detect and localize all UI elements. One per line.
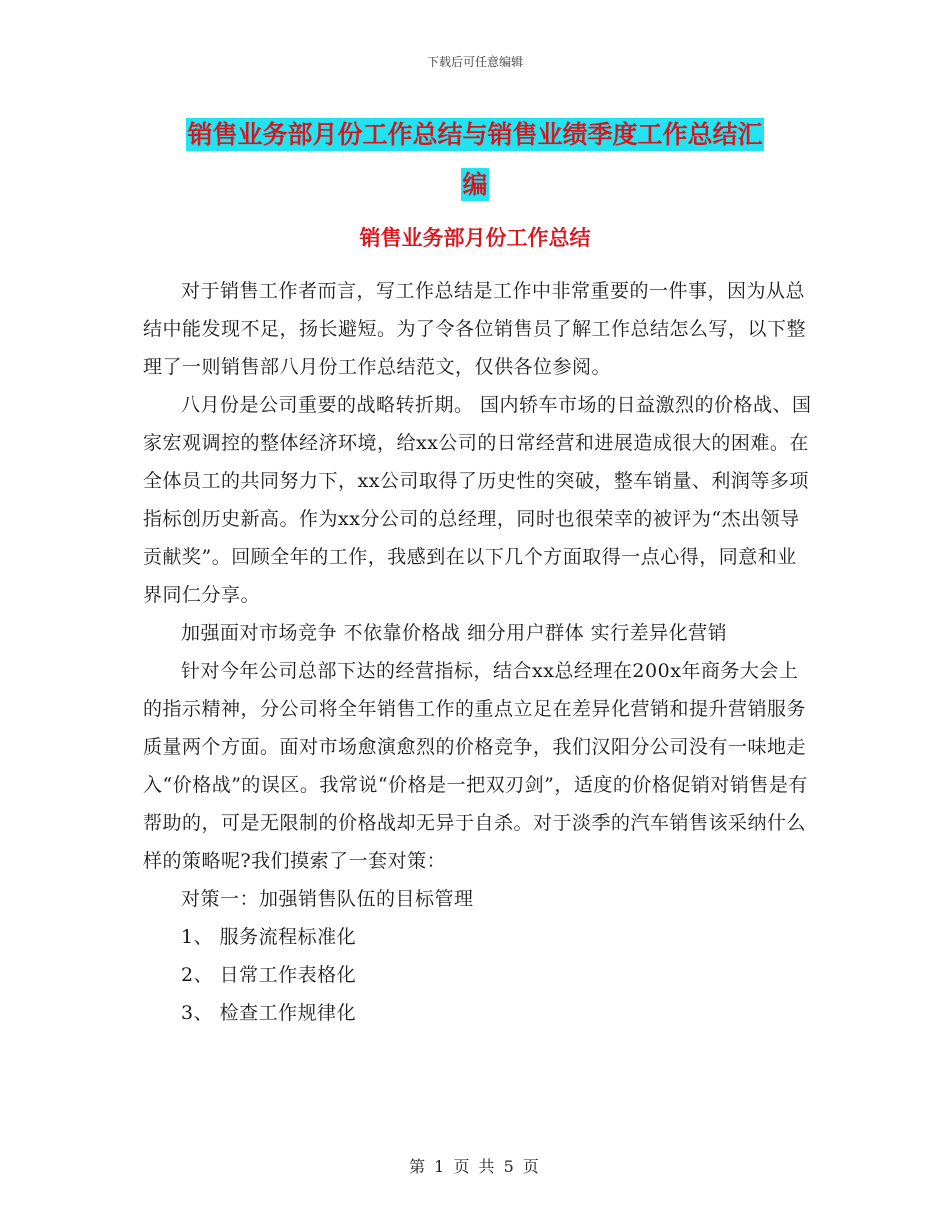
paragraph-measure-one: 对策一：加强销售队伍的目标管理 [181, 888, 474, 910]
paragraph-heading-strategy: 加强面对市场竞争 不依靠价格战 细分用户群体 实行差异化营销 [181, 622, 728, 644]
list-item-3: 3、 检查工作规律化 [181, 1002, 357, 1024]
list-item-2: 2、 日常工作表格化 [181, 964, 357, 986]
paragraph-intro: 对于销售工作者而言，写工作总结是工作中非常重要的一件事，因为从总结中能发现不足，扬长避短。为了令各位销售员了解工作总结怎么写，以下整理了一则销售部八月份工作总结范文，仅供各位参阅。 [143, 280, 807, 378]
section-title: 销售业务部月份工作总结 [359, 226, 591, 250]
paragraph-august: 八月份是公司重要的战略转折期。 国内轿车市场的日益激烈的价格战、国家宏观调控的整体经济环境，给xx公司的日常经营和进展造成很大的困难。在全体员工的共同努力下，xx公司取得了历史性的突破，整车销量、利润等多项指标创历史新高。作为xx分公司的总经理，同时也很荣幸的被评为“杰出领导贡献奖”。回顾全年的工作，我感到在以下几个方面取得一点心得，同意和业界同仁分享。 [143, 394, 812, 606]
paragraph-targets: 针对今年公司总部下达的经营指标，结合xx总经理在200x年商务大会上的指示精神，分公司将全年销售工作的重点立足在差异化营销和提升营销服务质量两个方面。面对市场愈演愈烈的价格竞争，我们汉阳分公司没有一味地走入“价格战”的误区。我常说“价格是一把双刃剑”，适度的价格促销对销售是有帮助的，可是无限制的价格战却无异于自杀。对于淡季的汽车销售该采纳什么样的策略呢?我们摸索了一套对策： [143, 660, 808, 872]
document-title [0, 110, 950, 210]
document-title-line-2: 编 [462, 170, 488, 199]
list-item-1: 1、 服务流程标准化 [181, 926, 357, 948]
document-body [143, 272, 813, 1032]
document-title-line-1: 销售业务部月份工作总结与销售业绩季度工作总结汇 [187, 120, 763, 149]
page-footer: 第 1 页 共 5 页 [409, 1157, 541, 1176]
header-note: 下载后可任意编辑 [426, 55, 523, 69]
